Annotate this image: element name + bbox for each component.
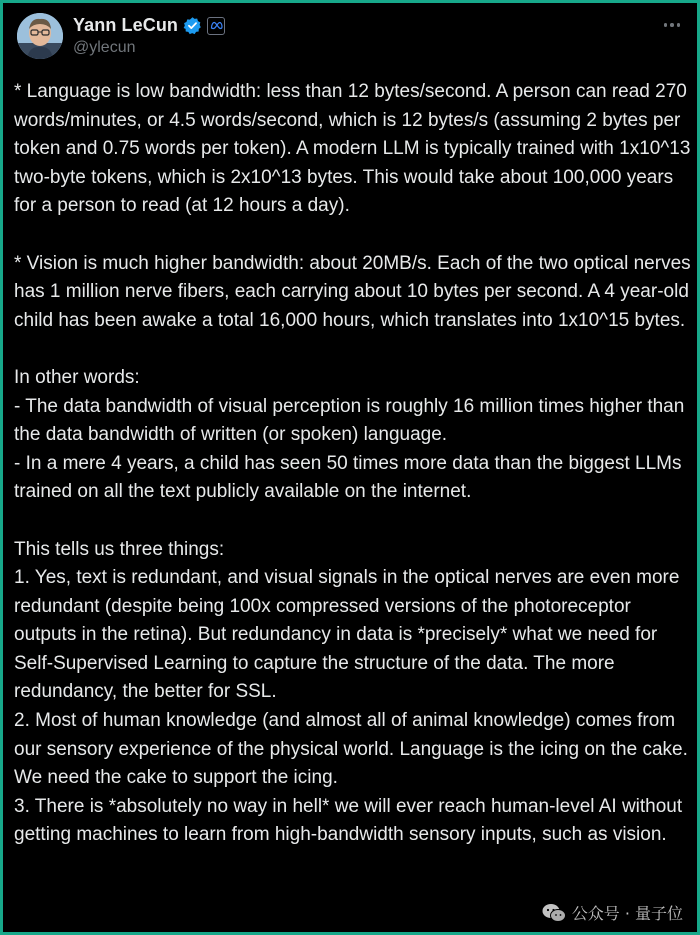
more-dot-icon — [670, 23, 674, 27]
meta-affiliation-icon[interactable] — [207, 17, 225, 35]
tweet-card — [3, 3, 697, 932]
author-name-row — [73, 15, 225, 36]
tweet-paragraph: * Vision is much higher bandwidth: about 20MB/s. Each of the two optical nerves has 1 million nerve fibers, each carrying about 10 bytes per second. A 4 year-old child has been awake a total 16,000 hours, which translates into 1x10^15 bytes. — [14, 252, 691, 331]
more-dot-icon — [677, 23, 681, 27]
tweet-paragraph: * Language is low bandwidth: less than 12 bytes/second. A person can read 270 words/minutes, or 4.5 words/second, which is 12 bytes/s (assuming 2 bytes per token and 0.75 words per token). A modern LLM is typically trained with 1x10^13 two-byte tokens, which is 2x10^13 bytes. This would take about 100,000 years for a person to read (at 12 hours a day). — [14, 81, 691, 217]
tweet-paragraph: This tells us three things: 1. Yes, text is redundant, and visual signals in the optical nerves are even more redundant (despite being 100x compressed versions of the photoreceptor outputs in the retina). But redundancy in data is *precisely* what we need for Self-Supervised Learning to capture the structure of the data. The more redundancy, the better for SSL. 2. Most of human knowledge (and almost all of animal knowledge) comes from our sensory experience of the physical world. Language is the icing on the cake. We need the cake to support the icing. 3. There is *absolutely no way in hell* we will ever reach human-level AI without getting machines to learn from high-bandwidth sensory inputs, such as vision. — [14, 538, 688, 846]
more-options-button[interactable] — [657, 13, 687, 37]
wechat-icon — [542, 903, 566, 923]
tweet-paragraph: In other words: - The data bandwidth of visual perception is roughly 16 million times higher than the data bandwidth of written (or spoken) language. - In a mere 4 years, a child has seen 50 times more data than the biggest LLMs trained on all the text publicly available on the internet. — [14, 366, 685, 503]
author-handle[interactable]: @ylecun — [73, 39, 136, 56]
verified-badge-icon — [183, 16, 202, 35]
avatar-image — [17, 13, 63, 59]
watermark-text: 公众号 · 量子位 — [571, 904, 683, 923]
wechat-watermark — [542, 901, 683, 924]
author-avatar[interactable] — [17, 13, 63, 59]
more-dot-icon — [664, 23, 668, 27]
author-name[interactable]: Yann LeCun — [73, 15, 179, 35]
tweet-text — [14, 78, 692, 879]
tweet-header — [17, 13, 687, 63]
